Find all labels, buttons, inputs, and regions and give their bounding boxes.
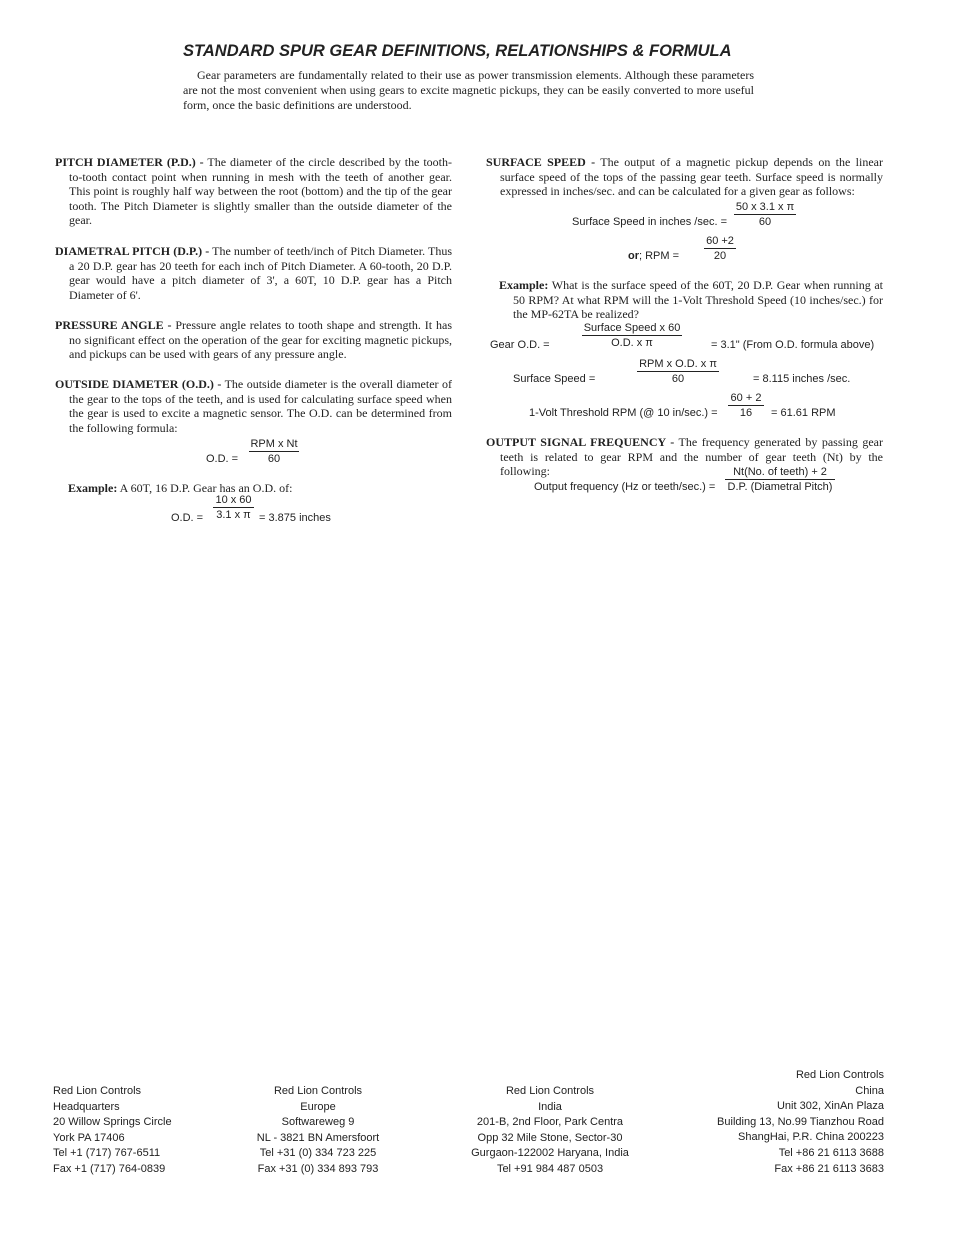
surface-speed-calc-numerator: RPM x O.D. x π <box>637 358 719 372</box>
diametral-pitch-term: DIAMETRAL PITCH (D.P.) - <box>55 244 210 258</box>
ss-formula-denominator: 60 <box>758 216 772 228</box>
address-line: China <box>855 1084 884 1097</box>
left-example <box>68 481 448 496</box>
right-column-example <box>499 278 883 322</box>
address-line: Opp 32 Mile Stone, Sector-30 <box>477 1131 623 1144</box>
address-line: Red Lion Controls <box>273 1085 363 1097</box>
diametral-pitch-definition <box>55 244 452 302</box>
output-formula-numerator: Nt(No. of teeth) + 2 <box>725 466 835 480</box>
gear-od-fraction <box>582 322 682 349</box>
surface-speed-calc-label: Surface Speed = <box>513 373 596 385</box>
output-formula-fraction <box>725 466 835 493</box>
threshold-fraction <box>728 392 764 419</box>
address-line: Fax +86 21 6113 3683 <box>774 1162 884 1175</box>
rpm-formula-numerator: 60 +2 <box>704 235 736 249</box>
threshold-label: 1-Volt Threshold RPM (@ 10 in/sec.) = <box>529 407 718 419</box>
output-formula-label: Output frequency (Hz or teeth/sec.) = <box>534 481 716 493</box>
address-line: Europe <box>300 1100 336 1113</box>
surface-speed-calc-fraction <box>637 358 719 385</box>
outside-diameter-definition <box>55 377 452 435</box>
od-example-label: O.D. = <box>171 512 204 524</box>
diametral-pitch-text: The number of teeth/inch of Pitch Diameter. Thus a 20 D.P. gear has 20 teeth for each inch of Pitch Diameter. A 60-tooth, 20 D.P. gear would have a pitch diameter of 3', a 60T, 10 D.P. gear has a Pitch Diameter of 6'. <box>69 244 452 302</box>
pitch-diameter-text: The diameter of the circle described by the tooth-to-tooth contact point when running in mesh with the teeth of another gear. This point is roughly half way between the root (bottom) and the tip of the gear tooth. The Pitch Diameter is slightly smaller than the outside diameter of the gear. <box>69 155 452 228</box>
address-line: Fax +31 (0) 334 893 793 <box>257 1162 379 1175</box>
address-line: ShangHai, P.R. China 200223 <box>738 1131 884 1144</box>
outside-diameter-term: OUTSIDE DIAMETER (O.D.) - <box>55 377 222 391</box>
od-example-denominator: 3.1 x π <box>216 509 251 521</box>
od-example-numerator: 10 x 60 <box>213 494 254 508</box>
od-example-text: A 60T, 16 D.P. Gear has an O.D. of: <box>117 481 293 495</box>
address-headquarters <box>53 1084 172 1178</box>
address-line: Softwareweg 9 <box>281 1116 355 1129</box>
left-column-dp <box>55 244 452 302</box>
output-formula-denominator: D.P. (Diametral Pitch) <box>727 481 833 493</box>
rpm-formula-label <box>628 250 679 262</box>
address-line: Headquarters <box>53 1100 120 1113</box>
surface-speed-term: SURFACE SPEED - <box>486 155 596 169</box>
surface-speed-definition <box>486 155 883 199</box>
ss-example-text: What is the surface speed of the 60T, 20 D.P. Gear when running at 50 RPM? At what RPM will the 1-Volt Threshold Speed (10 inches/sec.) for the MP-62TA be realized? <box>513 278 883 322</box>
address-line: York PA 17406 <box>53 1131 125 1144</box>
ss-formula-fraction <box>734 201 796 228</box>
threshold-numerator: 60 + 2 <box>728 392 764 406</box>
od-formula-numerator: RPM x Nt <box>250 438 298 450</box>
address-line: Fax +1 (717) 764-0839 <box>53 1162 166 1175</box>
rpm-formula-fraction <box>704 235 736 262</box>
od-example <box>68 481 292 495</box>
address-line: Red Lion Controls <box>53 1085 142 1097</box>
threshold-denominator: 16 <box>739 407 753 419</box>
gear-od-numerator: Surface Speed x 60 <box>583 322 681 334</box>
pressure-angle-definition <box>55 318 452 362</box>
od-example-result: = 3.875 inches <box>259 512 331 524</box>
right-column-ss <box>486 155 883 199</box>
left-column-od <box>55 377 452 435</box>
ss-example-term: Example: <box>499 278 549 292</box>
threshold-result: = 61.61 RPM <box>771 407 836 419</box>
address-line: Tel +91 984 487 0503 <box>496 1162 604 1175</box>
pitch-diameter-definition <box>55 155 452 228</box>
pitch-diameter-term: PITCH DIAMETER (P.D.) - <box>55 155 204 169</box>
pressure-angle-term: PRESSURE ANGLE - <box>55 318 172 332</box>
rpm-or: or <box>628 250 639 262</box>
address-line: Tel +31 (0) 334 723 225 <box>259 1147 377 1160</box>
gear-od-denominator: O.D. x π <box>611 337 653 349</box>
address-india <box>460 1084 640 1178</box>
gear-od-result: = 3.1" (From O.D. formula above) <box>711 339 875 351</box>
od-example-term: Example: <box>68 481 118 495</box>
address-europe <box>243 1084 393 1178</box>
output-signal-text: The frequency generated by passing gear teeth is related to gear RPM and the number of gear teeth (Nt) by the following: <box>500 435 883 479</box>
od-formula-label: O.D. = <box>206 453 239 465</box>
left-column-pa <box>55 318 452 362</box>
ss-formula-numerator: 50 x 3.1 x π <box>735 201 795 213</box>
address-line: Tel +1 (717) 767-6511 <box>53 1147 161 1160</box>
address-line: India <box>538 1100 562 1113</box>
rpm-formula-denominator: 20 <box>713 250 727 262</box>
intro-paragraph: Gear parameters are fundamentally related to their use as power transmission elements. Although these parameters are not the most convenient when using gears to excite magnetic pickups, they can be easily converted to more useful form, once the basic definitions are understood. <box>183 68 754 112</box>
left-column <box>55 155 452 228</box>
address-china <box>700 1068 884 1177</box>
address-line: 20 Willow Springs Circle <box>53 1116 172 1129</box>
address-line: Gurgaon-122002 Haryana, India <box>471 1147 629 1160</box>
address-line: Red Lion Controls <box>505 1085 595 1097</box>
surface-speed-calc-denominator: 60 <box>671 373 685 385</box>
od-example-fraction <box>213 494 254 521</box>
address-line: Tel +86 21 6113 3688 <box>778 1146 884 1159</box>
pressure-angle-text: Pressure angle relates to tooth shape and strength. It has no significant effect on the operation of the gear for exciting magnetic pickups, and pickups can be used with gears of any pressure angle. <box>69 318 452 362</box>
address-line: Unit 302, XinAn Plaza <box>776 1100 884 1113</box>
output-signal-term: OUTPUT SIGNAL FREQUENCY - <box>486 435 675 449</box>
ss-formula-label: Surface Speed in inches /sec. = <box>572 216 728 228</box>
surface-speed-text: The output of a magnetic pickup depends on the linear surface speed of the tops of the passing gear teeth. Surface speed is normally expressed in inches/sec. and can be calculated for a given gear as follows: <box>500 155 883 199</box>
address-line: NL - 3821 BN Amersfoort <box>256 1131 380 1144</box>
od-formula-denominator: 60 <box>267 453 281 465</box>
address-line: Red Lion Controls <box>795 1069 884 1081</box>
rpm-label-text: ; RPM = <box>639 250 680 262</box>
ss-example <box>499 278 883 322</box>
page-title: STANDARD SPUR GEAR DEFINITIONS, RELATIONSHIPS & FORMULA <box>183 42 732 60</box>
od-formula-fraction <box>249 438 299 465</box>
address-line: Building 13, No.99 Tianzhou Road <box>717 1115 884 1128</box>
address-line: 201-B, 2nd Floor, Park Centra <box>476 1116 624 1129</box>
surface-speed-calc-result: = 8.115 inches /sec. <box>753 373 851 385</box>
outside-diameter-text: The outside diameter is the overall diameter of the gear to the tops of the teeth, and is used for calculating surface speed when the gear is used to excite a magnetic sensor. The O.D. can be determined from the following formula: <box>69 377 452 435</box>
gear-od-label: Gear O.D. = <box>490 339 550 351</box>
